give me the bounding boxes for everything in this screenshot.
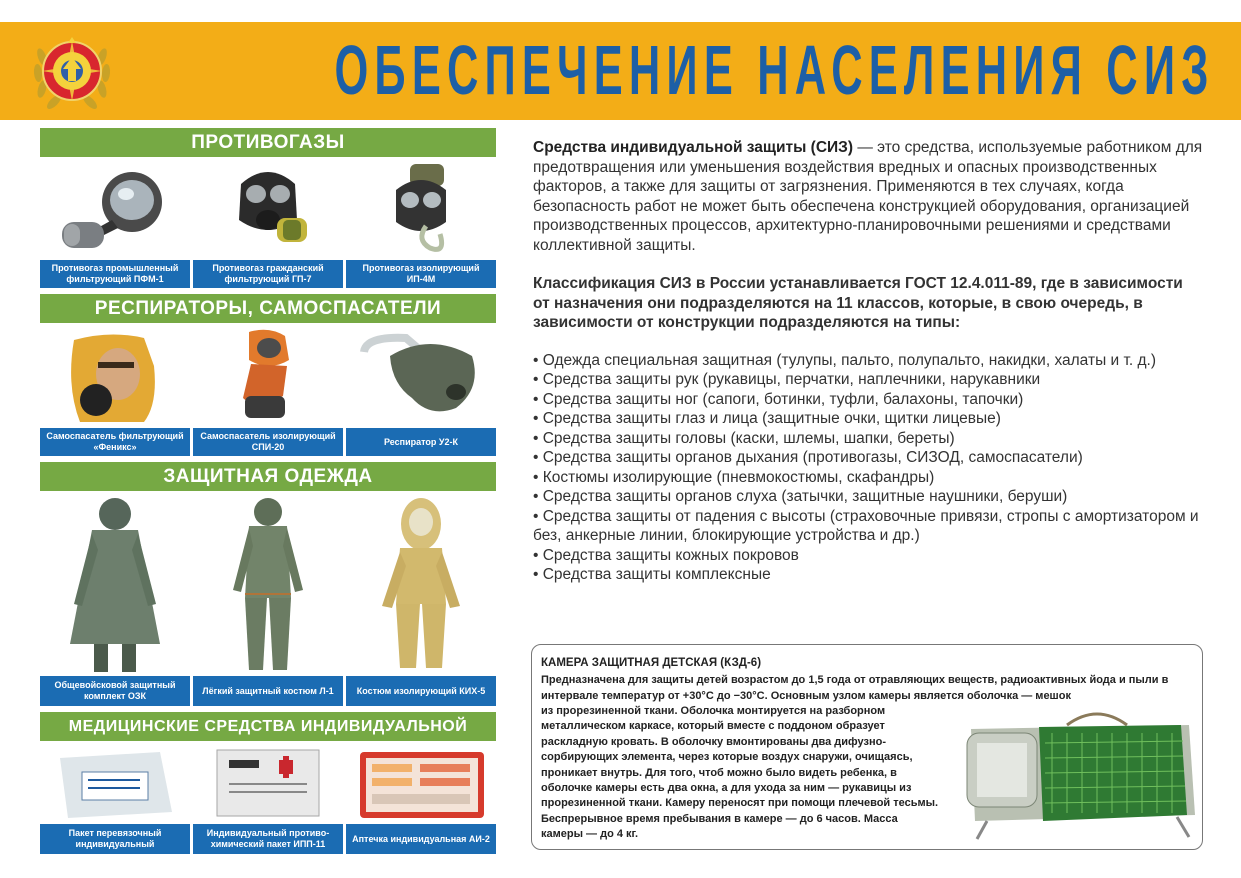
chemical-package-icon [193,744,343,824]
phoenix-self-rescuer-icon [40,326,190,428]
item-spi20 [193,326,343,456]
item-ip4m [346,160,496,288]
kzd-info-box [531,644,1203,850]
item-caption: Противогаз изолирующий ИП-4М [346,260,496,288]
list-item: • Средства защиты от падения с высоты (страховочные привязи, стропы с амортизатором и без, анкерные линии, блокирующие устройства и др.) [533,507,1199,544]
item-caption: Противогаз гражданский фильтрующий ГП-7 [193,260,343,288]
gas-masks-row [40,160,496,288]
intro-definition: — это средства, используемые работником для предотвращения или уменьшения воздействия вредных и опасных производственных факторов, а также для защиты от загрязнения. Применяются в тех случаях, когда безопасность работ не может быть обеспечена конструкцией оборудования, организацией производственных процессов, архитектурно-планировочными решениями и средствами коллективной защиты. [533,139,1203,254]
kzd-title: КАМЕРА ЗАЩИТНАЯ ДЕТСКАЯ (КЗД-6) [541,657,762,669]
item-caption: Самоспасатель фильтрующий «Феникс» [40,428,190,456]
classes-list [533,351,1203,585]
item-phoenix [40,326,190,456]
item-dressing [40,744,190,854]
emchs-emblem-icon [30,27,114,115]
item-u2k [346,326,496,456]
kih5-suit-icon [346,494,496,676]
list-item: • Средства защиты глаз и лица (защитные очки, щитки лицевые) [533,410,1001,427]
item-caption: Костюм изолирующий КИХ-5 [346,676,496,706]
respirator-icon [346,326,496,428]
item-caption: Индивидуальный противо-химический пакет ИПП-11 [193,824,343,854]
item-caption: Респиратор У2-К [346,428,496,456]
l1-suit-icon [193,494,343,676]
list-item: • Средства защиты органов дыхания (противогазы, СИЗОД, самоспасатели) [533,449,1083,466]
dressing-package-icon [40,744,190,824]
list-item: • Средства защиты кожных покровов [533,546,799,564]
page-title: ОБЕСПЕЧЕНИЕ НАСЕЛЕНИЯ СИЗ [334,31,1215,109]
item-ipp11 [193,744,343,854]
item-gp7 [193,160,343,288]
item-l1 [193,494,343,706]
item-ozk [40,494,190,706]
kzd-paragraph-1: Предназначена для защиты детей возрастом до 1,5 года от отравляющих веществ, радиоактивных йода и пыли в интервале температур от +30°С до −30°С. Основным узлом камеры является оболочка — мешок [541,674,1169,702]
item-caption: Общевойсковой защитный комплект ОЗК [40,676,190,706]
item-ai2 [346,744,496,854]
intro-paragraph [533,138,1203,255]
item-caption: Лёгкий защитный костюм Л-1 [193,676,343,706]
spi20-self-rescuer-icon [193,326,343,428]
industrial-gas-mask-icon [40,160,190,260]
item-caption: Противогаз промышленный фильтрующий ПФМ-1 [40,260,190,288]
section-head-medical: МЕДИЦИНСКИЕ СРЕДСТВА ИНДИВИДУАЛЬНОЙ [40,712,496,741]
intro-term: Средства индивидуальной защиты (СИЗ) [533,139,854,156]
medical-row [40,744,496,854]
list-item: • Костюмы изолирующие (пневмокостюмы, скафандры) [533,468,935,486]
isolating-gas-mask-icon [346,160,496,260]
kzd-paragraph-2: из прорезиненной ткани. Оболочка монтируется на разборном металлическом каркасе, который вместе с поддоном образует раскладную кровать. В оболочку вмонтированы два дифузно-сорбирующих элемента, через которые воздух снаружи, очищаясь, проникает внутрь. Для того, чтоб можно было видеть ребенка, в оболочке камеры есть два окна, а для ухода за ним — рукавицы из прорезиненной ткани. Камеру переносят при помощи плечевой тесьмы. Беспрерывное время пребывания в камере — до 6 часов. Масса камеры — до 4 кг. [541,705,939,841]
description-block [533,138,1203,585]
first-aid-kit-icon [346,744,496,824]
section-head-gas-masks: ПРОТИВОГАЗЫ [40,128,496,157]
civil-gas-mask-icon [193,160,343,260]
clothing-row [40,494,496,706]
item-pfm1 [40,160,190,288]
list-item: • Средства защиты рук (рукавицы, перчатки, наплечники, нарукавники [533,371,1041,388]
item-caption: Самоспасатель изолирующий СПИ-20 [193,428,343,456]
section-head-clothing: ЗАЩИТНАЯ ОДЕЖДА [40,462,496,491]
item-caption: Пакет перевязочный индивидуальный [40,824,190,854]
list-item: • Средства защиты ног (сапоги, ботинки, туфли, балахоны, тапочки) [533,390,1024,408]
respirators-row [40,326,496,456]
section-head-respirators: РЕСПИРАТОРЫ, САМОСПАСАТЕЛИ [40,294,496,323]
list-item: • Одежда специальная защитная (тулупы, пальто, полупальто, накидки, халаты и т. д.) [533,351,1156,369]
list-item: • Средства защиты комплексные [533,566,771,583]
item-kih5 [346,494,496,706]
list-item: • Средства защиты органов слуха (затычки, защитные наушники, беруши) [533,488,1068,505]
classification-paragraph: Классификация СИЗ в России устанавливается ГОСТ 12.4.011-89, где в зависимости от назначения они подразделяются на 11 классов, которые, в свою очередь, в зависимости от конструкции подразделяются на типы: [533,275,1183,331]
list-item: • Средства защиты головы (каски, шлемы, шапки, береты) [533,429,955,447]
kzd-chamber-icon [957,703,1202,843]
ozk-suit-icon [40,494,190,676]
item-caption: Аптечка индивидуальная АИ-2 [346,824,496,854]
